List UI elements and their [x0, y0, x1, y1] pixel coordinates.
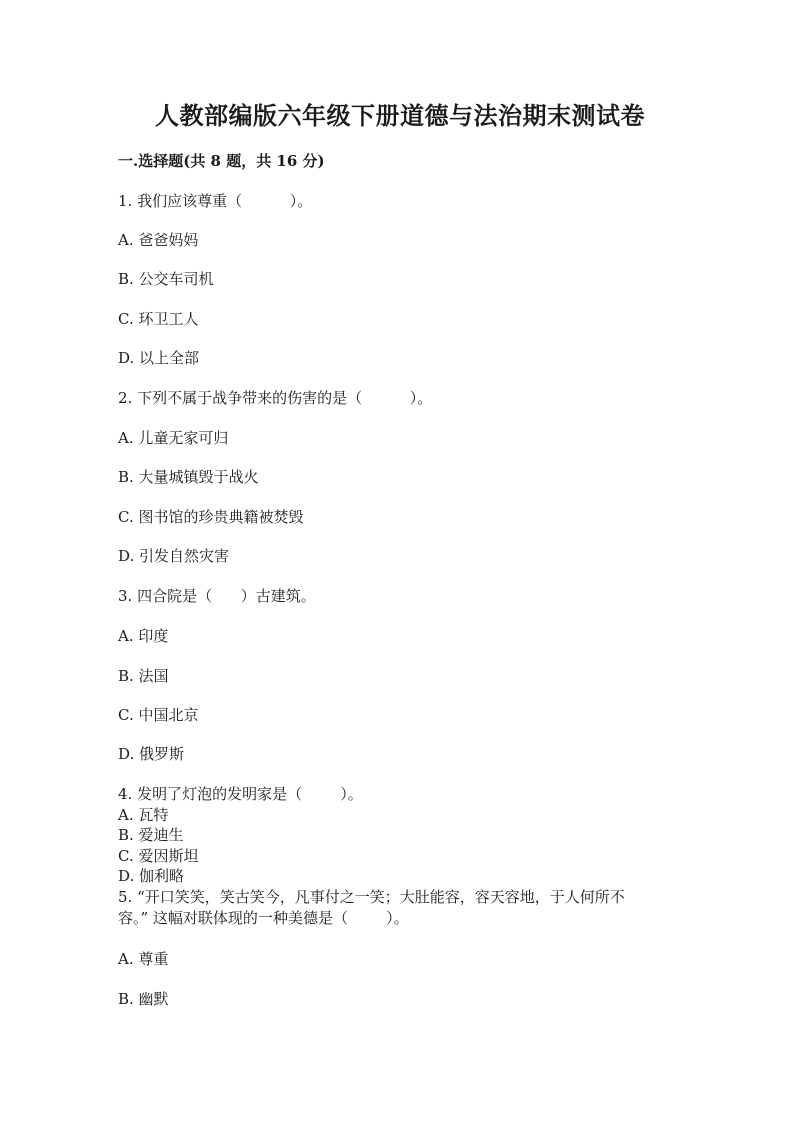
question-3-option-c: C. 中国北京 — [118, 706, 199, 724]
question-2-option-c: C. 图书馆的珍贵典籍被焚毁 — [118, 508, 304, 526]
question-4-option-b: B. 爱迪生 — [118, 826, 184, 844]
question-5-stem-line-1: 5. “开口笑笑，笑古笑今，凡事付之一笑；大肚能容，容天容地，于人何所不 — [118, 888, 625, 906]
question-2-stem: 2. 下列不属于战争带来的伤害的是（ ）。 — [118, 389, 433, 407]
question-5-option-b: B. 幽默 — [118, 990, 169, 1008]
question-4-option-c: C. 爱因斯坦 — [118, 847, 199, 865]
question-4-option-a: A. 瓦特 — [118, 806, 169, 824]
question-1-option-d: D. 以上全部 — [118, 349, 200, 367]
question-3-option-d: D. 俄罗斯 — [118, 745, 185, 763]
question-1-stem: 1. 我们应该尊重（ ）。 — [118, 192, 313, 210]
question-3-stem: 3. 四合院是（ ）古建筑。 — [118, 587, 316, 605]
question-5-stem-line-2: 容。” 这幅对联体现的一种美德是（ ）。 — [118, 909, 409, 927]
question-1-option-a: A. 爸爸妈妈 — [118, 231, 199, 249]
question-1-option-c: C. 环卫工人 — [118, 310, 199, 328]
question-2-option-a: A. 儿童无家可归 — [118, 429, 229, 447]
question-4-stem: 4. 发明了灯泡的发明家是（ ）。 — [118, 785, 363, 803]
question-4-option-d: D. 伽利略 — [118, 867, 185, 885]
question-1-option-b: B. 公交车司机 — [118, 270, 214, 288]
question-5-option-a: A. 尊重 — [118, 950, 169, 968]
question-3-option-a: A. 印度 — [118, 627, 169, 645]
page-title: 人教部编版六年级下册道德与法治期末测试卷 — [155, 101, 645, 130]
section-heading: 一.选择题(共 8 题，共 16 分) — [118, 152, 325, 170]
question-2-option-d: D. 引发自然灾害 — [118, 547, 230, 565]
question-3-option-b: B. 法国 — [118, 667, 169, 685]
question-2-option-b: B. 大量城镇毁于战火 — [118, 468, 259, 486]
